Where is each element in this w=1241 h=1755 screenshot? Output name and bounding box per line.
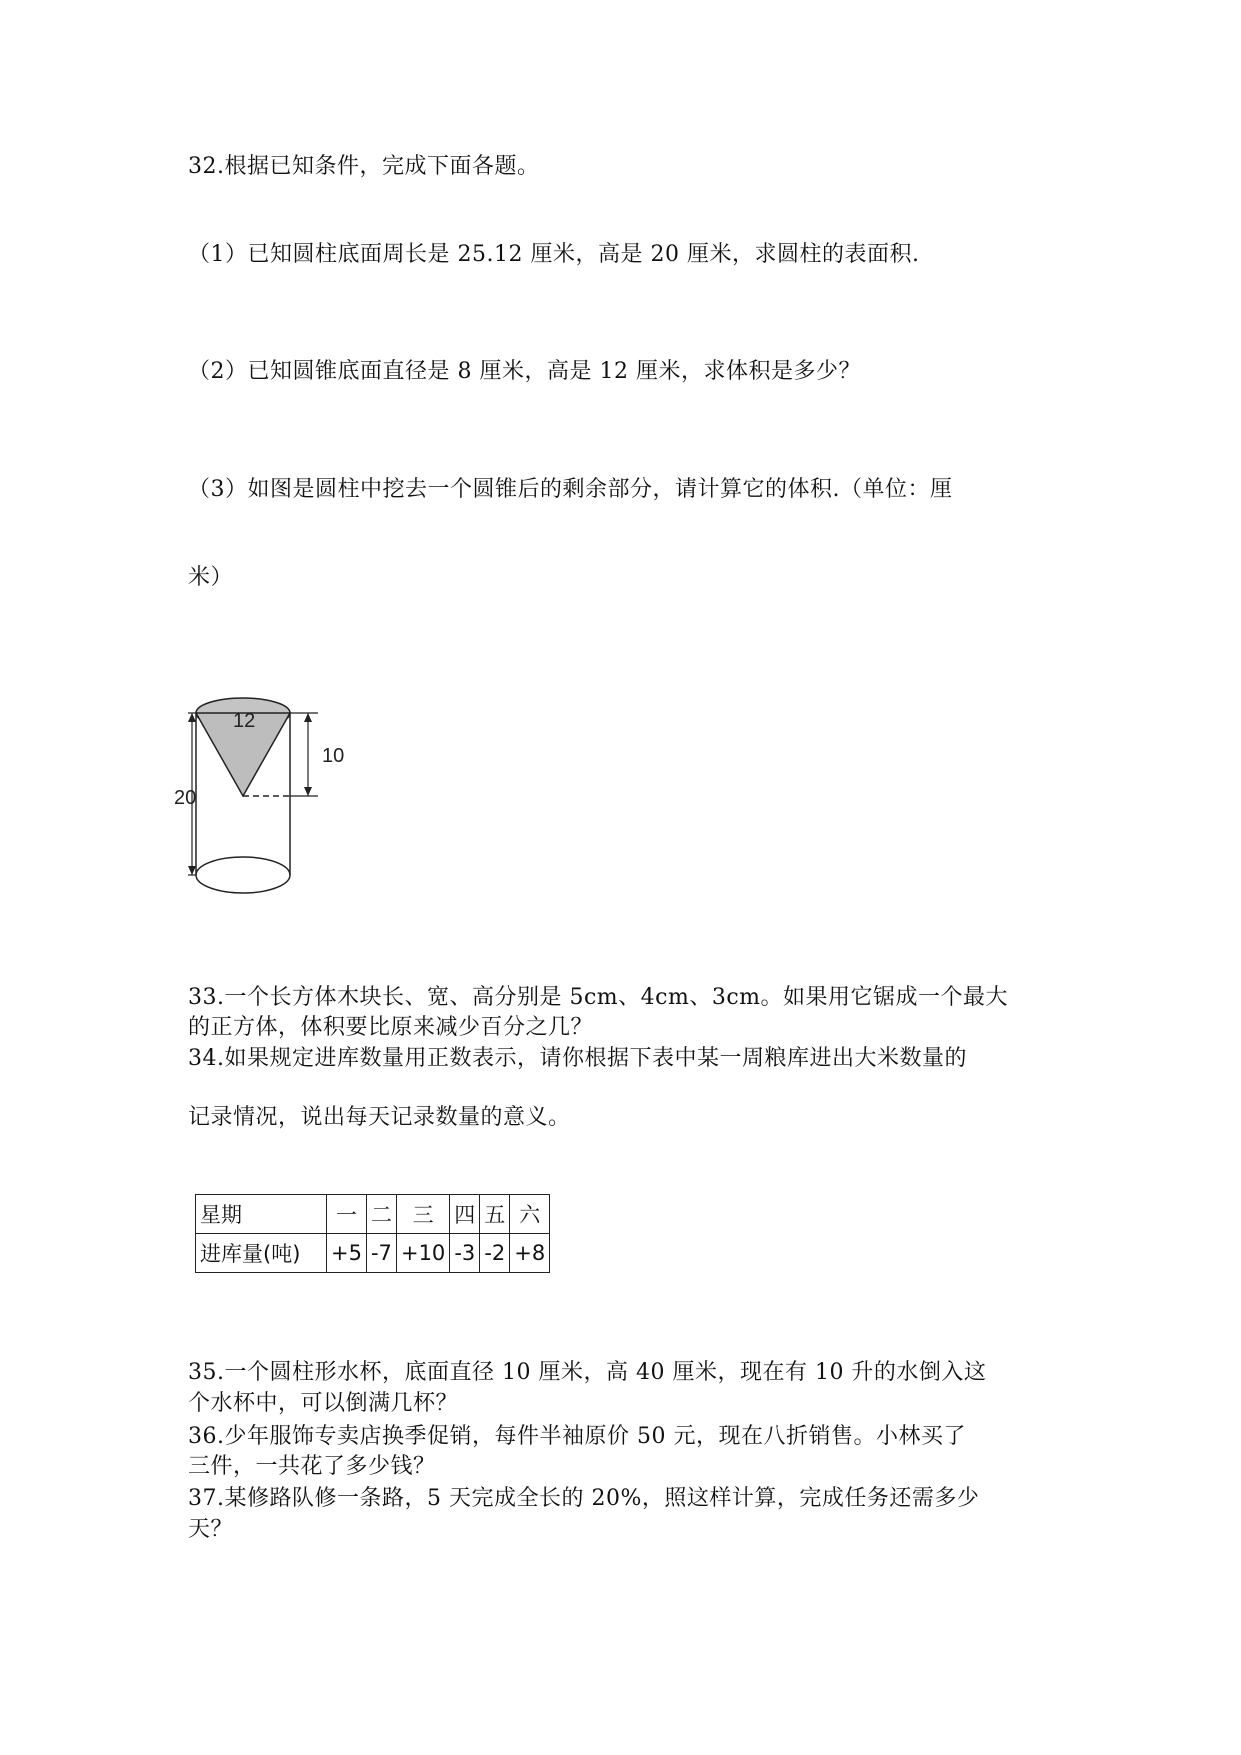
q32-part-1: （1）已知圆柱底面周长是 25.12 厘米，高是 20 厘米，求圆柱的表面积. [188,242,920,267]
table-value-cell: -7 [366,1234,396,1273]
cyl-height-arrow-down [188,866,196,875]
cone-height-label: 10 [322,745,345,767]
q33-line-1: 33.一个长方体木块长、宽、高分别是 5cm、4cm、3cm。如果用它锯成一个最大 [188,985,1009,1010]
table-value-cell: +10 [396,1234,449,1273]
diameter-label: 12 [233,710,256,732]
table-day-cell: 五 [480,1195,510,1234]
table-header-label: 星期 [196,1195,327,1234]
table-value-cell: +8 [510,1234,550,1273]
table-row-values [196,1234,550,1273]
table-row-label: 进库量(吨) [196,1234,327,1273]
table-day-cell: 二 [366,1195,396,1234]
q34-line-2: 记录情况，说出每天记录数量的意义。 [188,1105,571,1130]
q34-line-1: 34.如果规定进库数量用正数表示，请你根据下表中某一周粮库进出大米数量的 [188,1046,967,1071]
cyl-height-arrow-up [188,713,196,722]
table-day-cell: 一 [327,1195,367,1234]
q35-line-1: 35.一个圆柱形水杯，底面直径 10 厘米，高 40 厘米，现在有 10 升的水倒入这 [188,1360,987,1385]
cone-height-arrow-up [304,713,312,722]
q36-line-1: 36.少年服饰专卖店换季促销，每件半袖原价 50 元，现在八折销售。小林买了 [188,1424,966,1449]
cylinder-height-label: 20 [174,787,197,809]
q32-title: 32.根据已知条件，完成下面各题。 [188,154,540,179]
cylinder-cone-figure [174,695,408,890]
q37-line-1: 37.某修路队修一条路，5 天完成全长的 20%，照这样计算，完成任务还需多少 [188,1486,980,1511]
table-day-cell: 六 [510,1195,550,1234]
q36-line-2: 三件，一共花了多少钱？ [188,1454,436,1479]
table-row-header [196,1195,550,1234]
q37-line-2: 天？ [188,1517,234,1542]
q35-line-2: 个水杯中，可以倒满几杯？ [188,1391,459,1416]
q32-part-2: （2）已知圆锥底面直径是 8 厘米，高是 12 厘米，求体积是多少？ [188,359,861,384]
table-day-cell: 三 [396,1195,449,1234]
grain-record-table [195,1194,550,1273]
table-day-cell: 四 [450,1195,480,1234]
cylinder-bottom-ellipse [196,857,290,893]
q33-line-2: 的正方体，体积要比原来减少百分之几？ [188,1015,594,1040]
q32-part-3-line-1: （3）如图是圆柱中挖去一个圆锥后的剩余部分，请计算它的体积.（单位：厘 [188,477,953,502]
q32-part-3-line-2: 米） [188,565,234,590]
cylinder-cone-diagram [174,695,408,890]
table-value-cell: -2 [480,1234,510,1273]
table-value-cell: +5 [327,1234,367,1273]
table-value-cell: -3 [450,1234,480,1273]
cone-height-arrow-down [304,787,312,796]
